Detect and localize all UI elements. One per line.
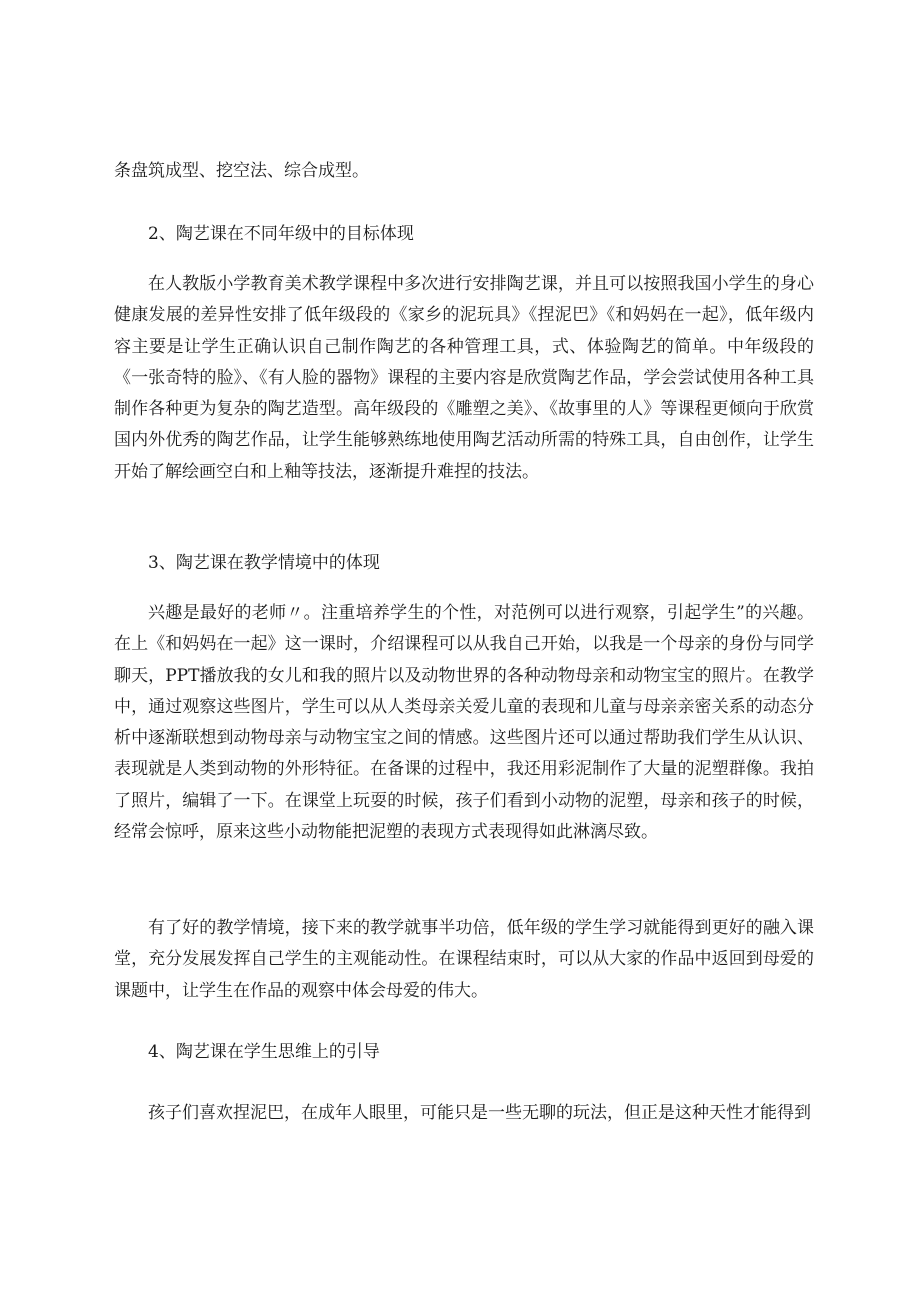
paragraph-grades: 在人教版小学教育美术教学课程中多次进行安排陶艺课，并且可以按照我国小学生的身心健康发展的差异性安排了低年级段的《家乡的泥玩具》《捏泥巴》《和妈妈在一起》，低年级内容主要是让学生正确认识自己制作陶艺的各种管理工具，式、体验陶艺的简单。中年级段的《一张奇特的脸》、《有人脸的器物》课程的主要内容是欣赏陶艺作品，学会尝试使用各种工具制作各种更为复杂的陶艺造型。高年级段的《雕塑之美》、《故事里的人》等课程更倾向于欣赏国内外优秀的陶艺作品，让学生能够熟练地使用陶艺活动所需的特殊工具，自由创作，让学生开始了解绘画空白和上釉等技法，逐渐提升难捏的技法。 — [114, 274, 814, 482]
paragraph-situation: 有了好的教学情境，接下来的教学就事半功倍，低年级的学生学习就能得到更好的融入课堂，充分发展发挥自己学生的主观能动性。在课程结束时，可以从大家的作品中返回到母爱的课题中，让学生在作品的观察中体会母爱的伟大。 — [114, 918, 814, 1001]
section-heading-2: 2、陶艺课在不同年级中的目标体现 — [148, 224, 414, 244]
paragraph-continuation: 条盘筑成型、挖空法、综合成型。 — [114, 161, 369, 181]
paragraph-interest: 兴趣是最好的老师〃。注重培养学生的个性，对范例可以进行观察，引起学生”的兴趣。在上《和妈妈在一起》这一课时，介绍课程可以从我自己开始，以我是一个母亲的身份与同学聊天，PPT播放我的女儿和我的照片以及动物世界的各种动物母亲和动物宝宝的照片。在教学中，通过观察这些图片，学生可以从人类母亲关爱儿童的表现和儿童与母亲亲密关系的动态分析中逐渐联想到动物母亲与动物宝宝之间的情感。这些图片还可以通过帮助我们学生从认识、表现就是人类到动物的外形特征。在备课的过程中，我还用彩泥制作了大量的泥塑群像。我拍了照片，编辑了一下。在课堂上玩耍的时候，孩子们看到小动物的泥塑，母亲和孩子的时候，经常会惊呼，原来这些小动物能把泥塑的表现方式表现得如此淋漓尽致。 — [114, 603, 814, 843]
section-heading-4: 4、陶艺课在学生思维上的引导 — [148, 1042, 380, 1062]
section-heading-3: 3、陶艺课在教学情境中的体现 — [148, 553, 380, 573]
paragraph-thinking: 孩子们喜欢捏泥巴，在成年人眼里，可能只是一些无聊的玩法，但正是这种天性才能得到 — [148, 1103, 811, 1123]
